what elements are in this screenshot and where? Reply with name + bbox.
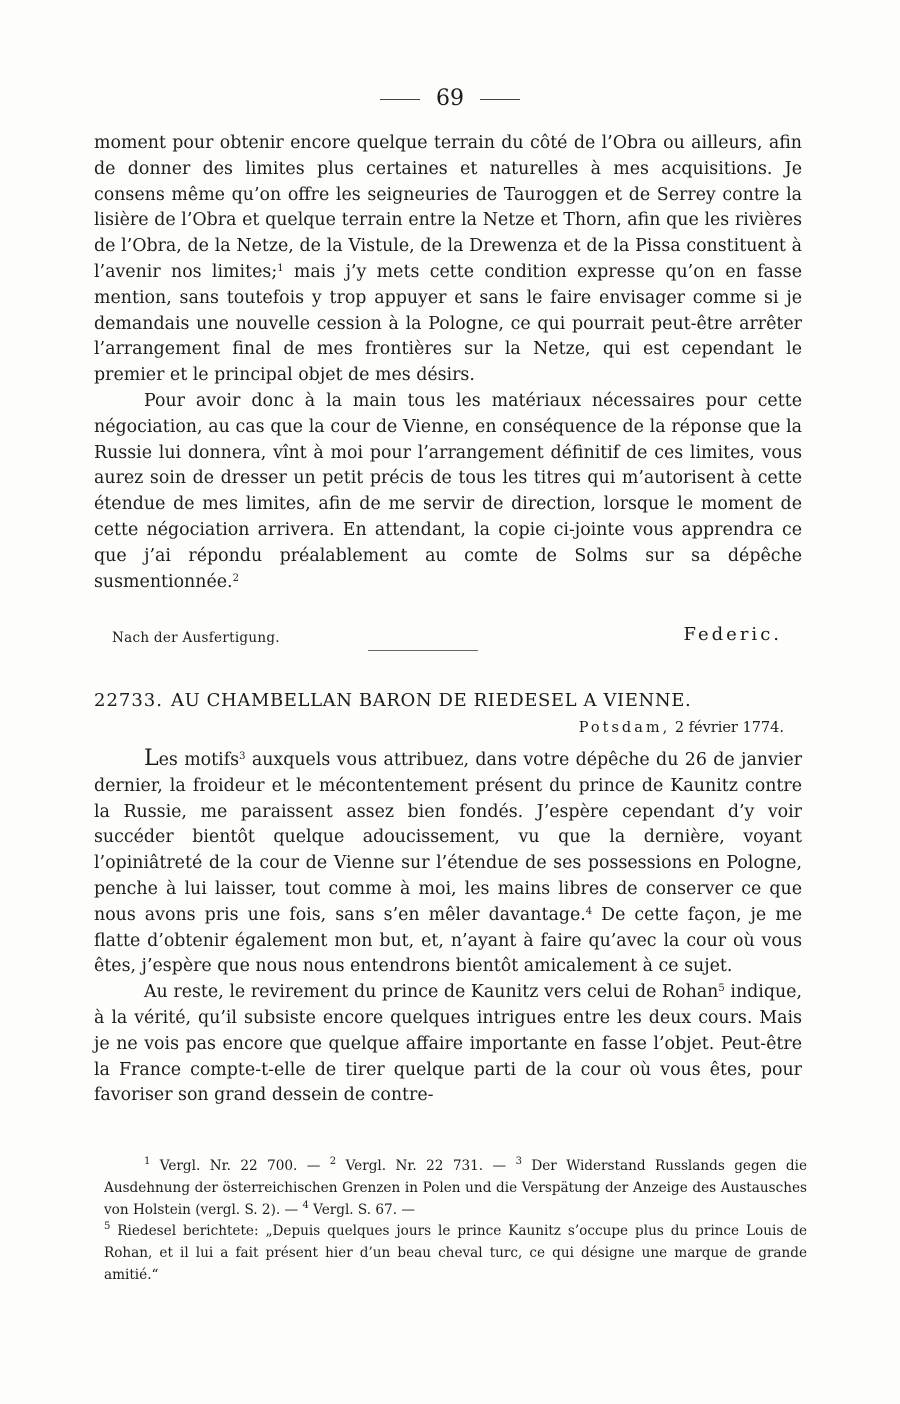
footnote-text: Riedesel berichtete: „Depuis quelques jours le prince Kaunitz s’occupe plus du prince Louis de Rohan, et il lui a fait présent hier d’un beau cheval turc, ce qui désigne une marque de grande amitié.“ xyxy=(104,1223,807,1283)
text-run: Pour avoir donc à la main tous les matériaux nécessaires pour cette négociation, au cas que la cour de Vienne, en conséquence de la réponse que la Russie lui donnera, vînt à moi pour l’arrangement définitif de ces limites, vous aurez soin de dresser un petit précis de tous les titres qui m’autorisent à cette étendue de mes limites, afin de me servir de direction, lorsque le moment de cette négociation arrivera. En attendant, la copie ci-jointe vous apprendra ce que j’ai répondu préalablement au comte de Solms sur sa dépêche susmentionnée. xyxy=(94,390,802,592)
page-header xyxy=(0,86,900,112)
paragraph-continued xyxy=(94,131,802,389)
header-dash-right xyxy=(480,99,520,100)
text-run: auxquels vous attribuez, dans votre dépêche du 26 de janvier dernier, la froideur et le mécontentement présent du prince de Kaunitz contre la Russie, me paraissent assez bien fondés. J’espère cependant d’y voir succéder bientôt quelque adoucissement, vu que la dernière, voyant l’opiniâtreté de la cour de Vienne sur l’étendue de ses possessions en Pologne, penche à lui laisser, tout comme à moi, les mains libres de conserver ce que nous avons pris une fois, sans s’en mêler davantage. xyxy=(94,750,803,925)
footnote-ref: 5 xyxy=(718,983,725,995)
continued-letter-text xyxy=(94,131,802,595)
page-number: 69 xyxy=(436,86,464,111)
footnote-marker: 5 xyxy=(104,1221,111,1233)
footnote-group xyxy=(104,1221,807,1286)
drop-cap: L xyxy=(144,746,159,771)
text-run: es motifs xyxy=(158,750,240,770)
text-run: moment pour obtenir encore quelque terrain du côté de l’Obra ou ailleurs, afin de donner des limites plus certaines et naturelles à mes acquisitions. Je consens même qu’on offre les seigneuries de Tauroggen et de Serrey contre la lisière de l’Obra et quelque terrain entre la Netze et Thorn, afin que les rivières de l’Obra, de la Netze, de la Vistule, de la Drewenza et de la Pissa constituent à l’avenir nos limites; xyxy=(94,133,802,282)
dateline xyxy=(579,720,784,736)
footnote-text: Vergl. Nr. 22 731. — xyxy=(336,1158,516,1174)
footnotes xyxy=(104,1156,807,1287)
text-run: indique, à la vérité, qu’il subsiste encore quelques intrigues entre les deux cours. Mais je ne vois pas encore que quelque affaire importante en fasse l’objet. Peut-être la France compte-t-elle de tirer quelque parti de la cour où vous êtes, pour favoriser son grand dessein de contre- xyxy=(94,982,803,1106)
header-dash-left xyxy=(380,99,420,100)
letter-heading xyxy=(94,690,802,711)
footnote-text: Der Widerstand Russlands gegen die Ausdehnung der österreichischen Grenzen in Polen und die Verspätung der Anzeige des Austausches von Holstein (vergl. S. 2). — xyxy=(104,1158,807,1218)
letter-title: AU CHAMBELLAN BARON DE RIEDESEL A VIENNE. xyxy=(170,690,692,711)
dateline-date: 2 février 1774. xyxy=(674,720,784,736)
footnote-ref: 1 xyxy=(277,262,284,274)
footnote-text: Vergl. S. 67. — xyxy=(308,1201,415,1218)
footnote-marker: 1 xyxy=(144,1156,151,1167)
source-note: Nach der Ausfertigung. xyxy=(112,630,280,646)
signature-row xyxy=(112,624,782,654)
paragraph xyxy=(94,746,802,980)
text-run: mais j’y mets cette condition expresse qu’on en fasse mention, sans toutefois y trop appuyer et sans le faire envisager comme si je demandais une nouvelle cession à la Pologne, ce qui pourrait peut-être arrêter l’arrangement final de mes frontières sur la Netze, qui est cependant le premier et le principal objet de mes désirs. xyxy=(94,261,803,386)
letter-body xyxy=(94,746,802,1109)
paragraph xyxy=(94,980,802,1109)
dateline-place: Potsdam, xyxy=(578,720,671,736)
footnote-marker: 2 xyxy=(329,1156,337,1167)
footnote-ref: 3 xyxy=(239,751,246,762)
footnote-ref: 2 xyxy=(232,572,239,584)
footnote-marker: 3 xyxy=(515,1156,522,1167)
separator-rule xyxy=(368,650,478,651)
letter-number: 22733. xyxy=(94,690,163,711)
footnote-group xyxy=(104,1156,807,1221)
footnote-marker: 4 xyxy=(302,1199,309,1211)
text-run: Au reste, le revirement du prince de Kaunitz vers celui de Rohan xyxy=(144,982,719,1003)
footnote-ref: 4 xyxy=(585,905,593,917)
paragraph xyxy=(94,389,802,595)
signature: Federic. xyxy=(683,624,782,645)
footnote-text: Vergl. Nr. 22 700. — xyxy=(150,1158,330,1174)
text-run: De cette façon, je me flatte d’obtenir également mon but, et, n’ayant à faire qu’avec la cour où vous êtes, j’espère que nous nous entendrons bientôt amicalement à ce sujet. xyxy=(94,904,802,977)
